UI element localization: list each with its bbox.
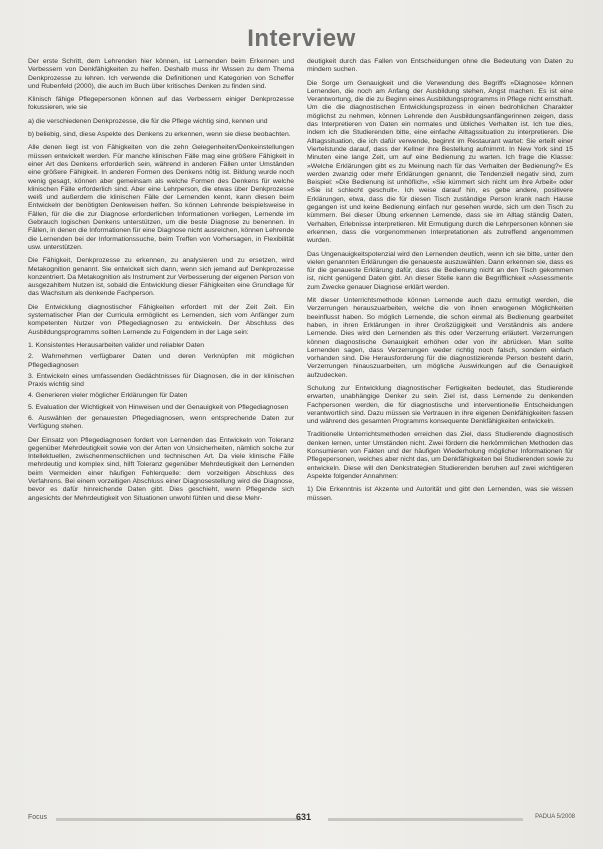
right-column <box>307 58 573 508</box>
paragraph: Alle denen liegt ist von Fähigkeiten von die zehn Gelegenheiten/Denkeinstellungen müssen entwickelt werden. Für manche klinischen Fälle mag eine größere Fähigkeit in einer Art des Denkens erforderlich sein, während in anderen Fällen unter Umständen eine größere Fähigkeit. In anderen Formen des Denkens nötig ist. Bildung wurde noch wenig gesagt, können aber gemeinsam als welche Formen des Denkens für welche klinischen Fälle erforderlich sind. Aber eine Lehrperson, die etwas über Denkprozesse weiß und außerdem die klinischen Fälle der Lernenden kennt, kann diesen beim Entwickeln der benötigten Denkweisen helfen. So können Lehrende beispielsweise in Fällen, für die die zur Diagnose erforderlichen Informationen vorliegen, Lernende im Gebrauch logischen Denkens unterstützen, um die beste Diagnose zu benennen. In Fällen, in denen die Informationen für eine Diagnose nicht ausreichen, können Lehrende die Lernenden bei der Informationssuche, beim Treffen von Vorhersagen, in Flexibilität usw. unterstützen. <box>28 144 295 251</box>
list-item: 2. Wahrnehmen verfügbarer Daten und deren Verknüpfen mit möglichen Pflegediagnosen <box>28 353 294 369</box>
page-title: Interview <box>247 25 356 52</box>
list-item: 3. Entwickeln eines umfassenden Gedächtnisses für Diagnosen, die in der klinischen Praxis wichtig sind <box>28 372 294 389</box>
numbered-list <box>28 342 294 432</box>
paragraph: Schulung zur Entwicklung diagnostischer Fertigkeiten bedeutet, das Studierende erwarten, unabhängige Denker zu sein. Ziel ist, dass Lernende zu denkenden Fachpersonen werden, die für diagnostische und interventionelle Entscheidungen verantwortlich sind. Dazu müssen sie Vertrauen in ihre eigenen Denkfähigkeiten fassen und während des gesamten Programms konsequente Denkfähigkeiten entwickeln. <box>307 384 573 426</box>
list-item-a: a) die verschiedenen Denkprozesse, die für die Pflege wichtig sind, kennen und <box>28 117 268 125</box>
journal-name: PADUA 5/2008 <box>535 814 575 820</box>
footer-rule-left <box>56 818 301 821</box>
paragraph: Mit dieser Unterrichtsmethode können Lernende auch dazu ermutigt werden, die Verzerrungen herauszuarbeiten, welche die von ihnen erwogenen Möglichkeiten beeinflusst haben. So möglich Lernende, die schon einmal als Bedienung gearbeitet haben, in ihren Erklärungen in ihrer Großzügigkeit und Verständnis als andere Lernende. Dies wird den Lernenden als this oder Verzerrung erläutert. Verzerrungen können diagnostische Genauigkeit erhöhen oder von ihr abrücken. Man sollte Lernenden sagen, dass Verzerrungen weder richtig noch falsch, sondern einfach vorhanden sind. Die Herausforderung für die diagnostizierende Person besteht darin, Verzerrungen hinauszuarbeiten, um mögliche Auswirkungen auf die Genauigkeit aufzudecken. <box>307 297 573 379</box>
paragraph: Die Fähigkeit, Denkprozesse zu erkennen, zu analysieren und zu ersetzen, wird Metakognition genannt. Sie entwickelt sich dann, wenn sich jemand auf Denkprozesse konzentriert. Da Metakognition als Instrument zur Verbesserung der eigenen Person von ausgezahltem Nutzen ist, sobald die Entwicklung dieser Fähigkeiten eine Grundlage für das Wachstum als denkende Fachperson. <box>28 257 294 298</box>
paragraph: Traditionelle Unterrichtsmethoden erreichen das Ziel, dass Studierende diagnostisch denken lernen, unter Umständen nicht. Zwei fördern die herkömmlichen Methoden das Konsumieren von Fakten und der häufigen Wiederholung möglicher Informationen für Pflegepersonen, welches aber nicht das, um Denkfähigkeiten bei Studierenden sowie zu entwickeln. Diese will den Denkstrategien Studierenden beruhen auf zwei wichtigeren Aspekte folgender Annahmen: <box>307 431 573 480</box>
paragraph: Die Sorge um Genauigkeit und die Verwendung des Begriffs »Diagnose« können Lernenden, die noch am Anfang der Ausbildung stehen, Angst machen. Es ist eine Verantwortung, die die zu Beginn eines Ausbildungsprogramms in Pflege nicht ernsthaft. Um die die diagnostischen Entwicklungsprozess in einen bedrohlichen Charakter möglichst zu nehmen, können Lehrende den Ausbildungsanfängerinnen zeigen, dass das Interpretieren von Daten ein normales und übliches Verhalten ist. Ich tue dies, indem ich die Studierenden bitte, eine einfache Alltagssituation zu interpretieren. Die Alltagssituation, die ich dafür verwende, beginnt im Restaurant wartet: Sie erteilt einer Viertelstunde darauf, dass der Kellner ihre Bestellung aufnimmt. In New York sind 15 Minuten eine lange Zeit, um auf eine Bedienung zu warten. Ich frage die Klasse: »Welche Erklärungen gibt es zu Meinung nach für das Verhalten der Bedienung?« Es werden zwanzig oder mehr Erklärungen genannt, die Tendenziell negativ sind, zum Beispiel: »Die Bedienung ist unhöflich«, »Sie kümmert sich nicht um ihre Arbeit« oder »Sie ist schlecht geschult«. Ich weise darauf hin, es gebe andere, positivere Erklärungen, etwa, dass die für diesen Tisch zuständige Person krank nach Hause gegangen ist und keine Bedienung einfach nur gesehen wurde, sich um den Tisch zu kümmern. Bei dieser Übung erkennen Lernende, dass sie im Alltag ständig Daten, Verhalten, Erlebnisse interpretieren. Mit Ermutigung durch die Lehrpersonen können sie erkennen, dass die vorgenommenen Interpretationen als zutreffend angenommen wurden. <box>307 79 573 245</box>
paragraph: Das Ungenauigkeitspotenzial wird den Lernenden deutlich, wenn ich sie bitte, unter den vielen genannten Erklärungen die genaueste auszuwählen. Dann erkennen sie, dass es für die genaueste Erklärung dafür, dass die Bedienung nicht an den Tisch gekommen ist, nicht genügend Daten gibt. An dieser Stelle kann die Begrifflichkeit »Assessment« zum Zwecke genauer Diagnose erklärt werden. <box>307 250 573 291</box>
paragraph: Der erste Schritt, dem Lehrenden hier können, ist Lernenden beim Erkennen und Verbessern von Denkfähigkeiten zu helfen. Deshalb muss ihr Wissen zu dem Thema Denkprozesse zu lehren. Ich verwende die Definitionen und Kategorien von Scheffer und Rubenfeld (2000), die auch im Buch über kritisches Denken zu finden sind. <box>28 58 294 90</box>
page-number: 631 <box>296 812 312 822</box>
paragraph: deutigkeit durch das Fallen von Entscheidungen ohne die Bedeutung von Daten zu mindern suchen. <box>307 58 573 74</box>
paragraph: Der Einsatz von Pflegediagnosen fordert von Lernenden das Entwickeln von Toleranz gegenüber Mehrdeutigkeit sowie von der Arten von Unsicherheiten, nämlich solche zur Intellektuellen, zwischenmenschlichen und technischen Art. Da viele klinische Fälle mehrdeutig und komplex sind, hilft Toleranz gegenüber Mehrdeutigkeit den Lernenden beim Vermeiden einer häufigen Fehlerquelle: dem vorzeitigen Abschluss des Verfahrens. Bei einem vorzeitigen Abschluss einer Diagnosestellung wird die Diagnose, bevor es dafür hinreichende Daten gibt. Dies geschieht, wenn Pflegende sich angesichts der Mehrdeutigkeit von Situationen unwohl fühlen und diese Mehr- <box>28 436 294 502</box>
left-column <box>28 58 294 508</box>
list-item: 6. Auswählen der genauesten Pflegediagnosen, wenn entsprechende Daten zur Verfügung stehen. <box>28 414 294 431</box>
footnote-item: 1) Die Erkenntnis ist Akzente und Autorität und gibt den Lernenden, was sie wissen müssen. <box>307 486 573 502</box>
list-item-b: b) beliebig, sind, diese Aspekte des Denkens zu erkennen, wenn sie diese beobachten. <box>28 131 291 139</box>
list-item: 1. Konsistentes Herausarbeiten valider und reliabler Daten <box>28 341 205 349</box>
list-item: 5. Evaluation der Wichtigkeit von Hinweisen und der Genauigkeit von Pflegediagnosen <box>28 403 289 411</box>
footer-section-label: Focus <box>28 814 48 821</box>
paragraph: Klinisch fähige Pflegepersonen können auf das Verbessern einiger Denkprozesse fokussieren, wie sie <box>28 96 294 112</box>
list-item: 4. Generieren vieler möglicher Erklärungen für Daten <box>28 392 188 400</box>
page-footer <box>28 812 575 826</box>
paragraph: Die Entwicklung diagnostischer Fähigkeiten erfordert mit der Zeit Zeit. Ein systematischer Plan der Curricula ermöglicht es Lernenden, sich vom Anfänger zum kompetenten Nutzer von Pflegediagnosen zu entwickeln. Der Abschluss des Ausbildungsprogramms sollten Lernende zu Folgendem in der Lage sein: <box>28 303 294 336</box>
footer-rule-right <box>328 818 523 821</box>
